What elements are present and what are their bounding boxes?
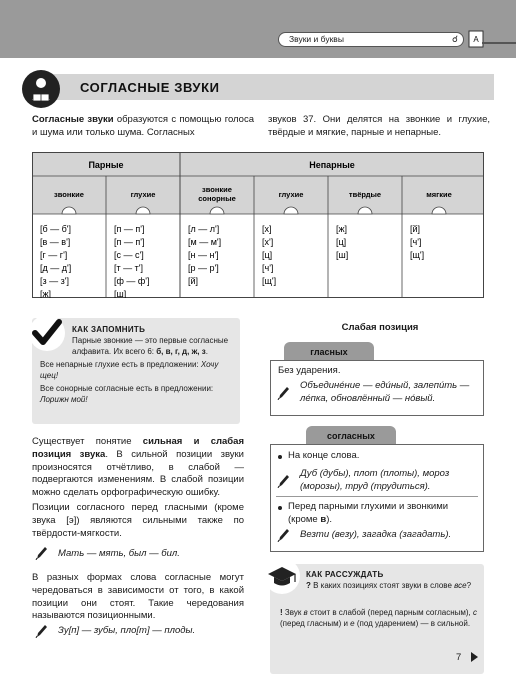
sound-entry: [п — п'] <box>114 224 145 234</box>
sound-entry: [ш] <box>114 289 127 298</box>
pen-icon <box>34 546 48 560</box>
answer-part-1: Звук <box>284 608 304 617</box>
sound-entry: [ц] <box>262 250 273 260</box>
example-2: Зу[п] — зубы, пло[т] — плоды. <box>58 625 196 636</box>
question-end: ? <box>466 581 472 590</box>
column-header: глухие <box>130 190 156 199</box>
divider <box>276 496 478 497</box>
sound-entry: [х'] <box>262 237 274 247</box>
sound-entry: [х] <box>262 224 272 234</box>
cons-rule-2-c: ). <box>326 513 332 525</box>
header-rule <box>482 42 516 44</box>
memo-line-2 <box>40 360 236 381</box>
question-mark-icon: ? <box>306 581 311 590</box>
search-icon[interactable]: ☌ <box>451 34 458 44</box>
memo-body <box>40 336 236 408</box>
column-header: звонкие <box>202 185 232 194</box>
cons-rule-2-exception: в <box>320 513 327 525</box>
next-page-arrow-icon[interactable] <box>470 652 478 662</box>
pen-icon <box>276 528 290 542</box>
sound-entry: [п — п'] <box>114 237 145 247</box>
cons-example-1: Дуб (дубы), плот (плоты), мороз (морозы), труд (трудиться). <box>300 468 450 492</box>
reasoning-question <box>306 581 478 592</box>
section-title <box>22 70 494 106</box>
memo-line-1-text: Парные звонкие — это первые согласные алфавита. Их всего 6: <box>72 336 229 356</box>
sound-entry: [м — м'] <box>188 237 222 247</box>
p1-a: Существует понятие <box>32 436 143 447</box>
answer-part-2: стоит в слабой (перед парным согласным), <box>307 608 474 617</box>
sound-entry: [в — в'] <box>40 237 71 247</box>
sound-entry: [ц] <box>336 237 347 247</box>
sound-entry: [щ'] <box>262 276 277 286</box>
paired-label: Парные <box>88 160 124 170</box>
search-text: Звуки и буквы <box>289 34 344 44</box>
memo-title: КАК ЗАПОМНИТЬ <box>72 325 146 334</box>
graduation-cap-icon <box>264 558 300 594</box>
cons-rule-1: На конце слова. <box>288 450 360 461</box>
sound-entry: [н — н'] <box>188 250 219 260</box>
vowels-rule: Без ударения. <box>278 365 341 376</box>
memo-line-2-text: Все непарные глухие есть в предложении: <box>40 360 201 370</box>
memo-sentence-2: Лорижн мой! <box>40 394 88 404</box>
p1-c: . В сильной позиции звуки произносятся отчётливо, в слабой — подвергаются изменениям. В слабой позиции можно сделать орфографическую ошибку. <box>32 448 244 499</box>
cons-rule-2 <box>288 501 478 527</box>
memo-sentence-1: Хочу щец! <box>40 360 219 380</box>
sound-entry: [й] <box>410 224 421 234</box>
pen-icon <box>276 386 290 400</box>
sound-entry: [д — д'] <box>40 263 72 273</box>
sound-entry: [с — с'] <box>114 250 144 260</box>
example-1: Мать — мять, был — бил. <box>58 548 180 559</box>
pen-icon <box>34 624 48 638</box>
question-word: все <box>454 581 467 590</box>
vowels-example: Объединéние — едúный, залепúть — лéпка, обновлённый — нóвый. <box>300 380 470 404</box>
bullet-1 <box>278 455 282 459</box>
term-consonants: Согласные звуки <box>32 114 114 125</box>
sound-entry: [ч'] <box>262 263 274 273</box>
consonants-table <box>32 152 484 298</box>
column-header: звонкие <box>54 190 84 199</box>
sound-entry: [ф — ф'] <box>114 276 150 286</box>
page-number: 7 <box>456 652 462 663</box>
sound-entry: [р — р'] <box>188 263 219 273</box>
body-paragraph-2: Позиции согласного перед гласными (кроме звука [э]) являются сильными также по твёрдости-мягкости. <box>32 502 244 539</box>
column-header: твёрдые <box>348 190 382 199</box>
sound-entry: [щ'] <box>410 250 425 260</box>
sound-entry: [й] <box>188 276 199 286</box>
answer-letter-3: е <box>350 618 355 628</box>
reader-icon <box>22 70 60 108</box>
answer-part-4: (под ударением) — в сильной. <box>354 618 471 628</box>
column-header: мягкие <box>426 190 452 199</box>
reasoning-title: КАК РАССУЖДАТЬ <box>306 570 384 579</box>
memo-line-1-end: . <box>205 346 208 356</box>
answer-letter-2: с <box>473 608 478 617</box>
sound-entry: [б — б'] <box>40 224 72 234</box>
reasoning-box <box>270 564 484 674</box>
sound-entry: [г — г'] <box>40 250 68 260</box>
question-text: В каких позициях стоят звуки в слове <box>313 581 455 590</box>
intro-left-text: образуются с помощью голоса и шума или только шума. Согласных <box>32 114 254 138</box>
sound-entry: [ш] <box>336 250 349 260</box>
cons-example-2: Везти (везу), загадка (загадать). <box>300 529 452 540</box>
memo-letters: б, в, г, д, ж, з <box>156 346 206 356</box>
intro-left <box>32 114 254 140</box>
memo-line-3 <box>40 384 236 405</box>
reasoning-answer <box>280 608 478 630</box>
sound-entry: [ж] <box>336 224 348 234</box>
bullet-2 <box>278 506 282 510</box>
term-strong-weak: сильная и слабая позиция звука <box>32 436 244 460</box>
exclamation-icon: ! <box>280 608 283 617</box>
memo-line-1 <box>40 336 236 357</box>
sound-entry: [з — з'] <box>40 276 69 286</box>
memo-line-3-text: Все сонорные согласные есть в предложении: <box>40 384 214 394</box>
weak-position-heading: Слабая позиция <box>341 322 419 333</box>
tab-vowels: гласных <box>284 342 374 362</box>
column-header: глухие <box>278 190 304 199</box>
sound-entry: [л — л'] <box>188 224 220 234</box>
answer-letter-1: в <box>303 608 308 617</box>
sound-entry: [ж] <box>40 289 52 298</box>
unpaired-label: Непарные <box>309 160 355 170</box>
answer-part-3: (перед гласным) и <box>280 618 351 628</box>
intro-right: звуков 37. Они делятся на звонкие и глухие, твёрдые и мягкие, парные и непарные. <box>268 114 490 138</box>
column-header: сонорные <box>198 194 236 203</box>
cons-rule-2-a: Перед парными глухими и звонкими (кроме <box>288 501 449 525</box>
book-letter: А <box>473 35 479 44</box>
tab-consonants: согласных <box>306 426 396 446</box>
body-paragraph-1 <box>32 436 244 500</box>
section-search-box[interactable] <box>278 32 464 47</box>
sound-entry: [ч'] <box>410 237 422 247</box>
header-band <box>0 0 516 58</box>
book-icon <box>468 30 484 48</box>
pen-icon <box>276 474 290 488</box>
body-paragraph-3: В разных формах слова согласные могут чередоваться в зависимости от того, в какой позиции они стоят. Такие чередования называются позиционными. <box>32 572 244 622</box>
memo-box <box>32 318 240 424</box>
page-title: СОГЛАСНЫЕ ЗВУКИ <box>80 80 220 95</box>
sound-entry: [т — т'] <box>114 263 143 273</box>
